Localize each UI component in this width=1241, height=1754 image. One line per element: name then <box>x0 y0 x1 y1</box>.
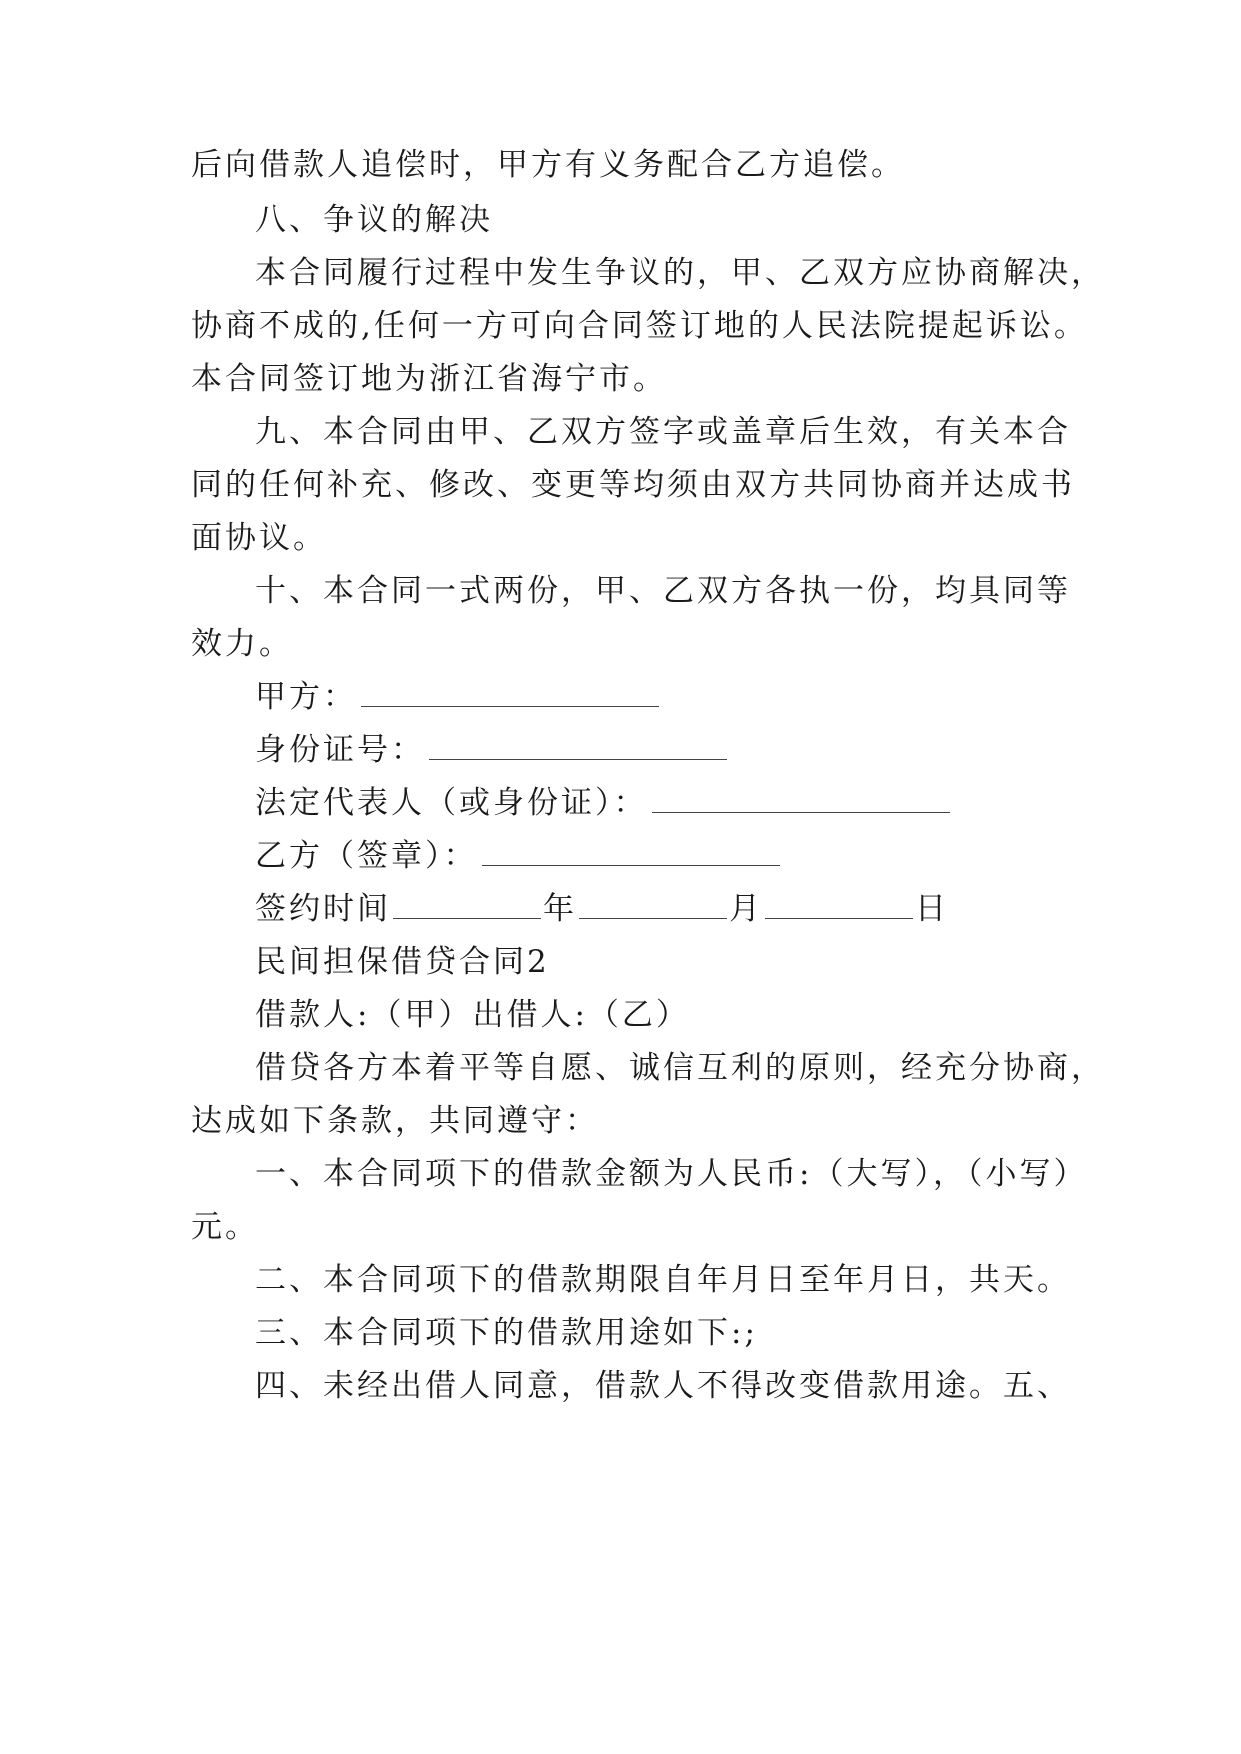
text-line: 效力。 <box>191 626 293 662</box>
section-heading: 八、争议的解决 <box>255 202 493 238</box>
party-a-label: 甲方： <box>255 679 357 715</box>
party-a-row <box>255 677 1135 717</box>
id-number-row <box>255 730 1135 770</box>
id-number-blank[interactable] <box>429 733 727 760</box>
clause-line: 二、本合同项下的借款期限自年月日至年月日，共天。 <box>255 1262 1071 1298</box>
text-line: 同的任何补充、修改、变更等均须由双方共同协商并达成书 <box>191 467 1075 503</box>
text-line: 协商不成的,任何一方可向合同签订地的人民法院提起诉讼。 <box>191 308 1088 344</box>
contract-title: 民间担保借贷合同2 <box>255 944 550 980</box>
text-line: 后向借款人追偿时，甲方有义务配合乙方追偿。 <box>191 147 905 183</box>
legal-rep-row <box>255 783 1135 823</box>
legal-rep-label: 法定代表人（或身份证）： <box>255 785 648 821</box>
day-blank[interactable] <box>765 892 913 919</box>
id-number-label: 身份证号： <box>255 732 425 768</box>
party-b-label: 乙方（签章）： <box>255 838 478 874</box>
party-a-blank[interactable] <box>361 680 659 707</box>
text-line: 借贷各方本着平等自愿、诚信互利的原则，经充分协商， <box>255 1050 1105 1086</box>
text-line: 本合同签订地为浙江省海宁市。 <box>191 361 667 397</box>
clause-line: 元。 <box>191 1209 259 1245</box>
text-line: 九、本合同由甲、乙双方签字或盖章后生效，有关本合 <box>255 414 1071 450</box>
day-label: 日 <box>915 891 949 927</box>
party-b-blank[interactable] <box>482 839 780 866</box>
month-blank[interactable] <box>579 892 727 919</box>
text-line: 面协议。 <box>191 520 327 556</box>
text-line: 达成如下条款，共同遵守： <box>191 1103 599 1139</box>
contract-parties: 借款人:（甲）出借人:（乙） <box>255 997 690 1033</box>
clause-line: 一、本合同项下的借款金额为人民币:（大写），（小写） <box>255 1156 1088 1192</box>
clause-line: 三、本合同项下的借款用途如下:; <box>255 1315 758 1351</box>
sign-date-label: 签约时间 <box>255 891 391 927</box>
party-b-row <box>255 836 1135 876</box>
clause-line: 四、未经出借人同意，借款人不得改变借款用途。五、 <box>255 1368 1071 1404</box>
text-line: 十、本合同一式两份，甲、乙双方各执一份，均具同等 <box>255 573 1071 609</box>
text-line: 本合同履行过程中发生争议的，甲、乙双方应协商解决， <box>255 255 1105 291</box>
year-blank[interactable] <box>393 892 541 919</box>
legal-rep-blank[interactable] <box>652 786 950 813</box>
year-label: 年 <box>543 891 577 927</box>
sign-date-row <box>255 889 1135 929</box>
month-label: 月 <box>729 891 763 927</box>
